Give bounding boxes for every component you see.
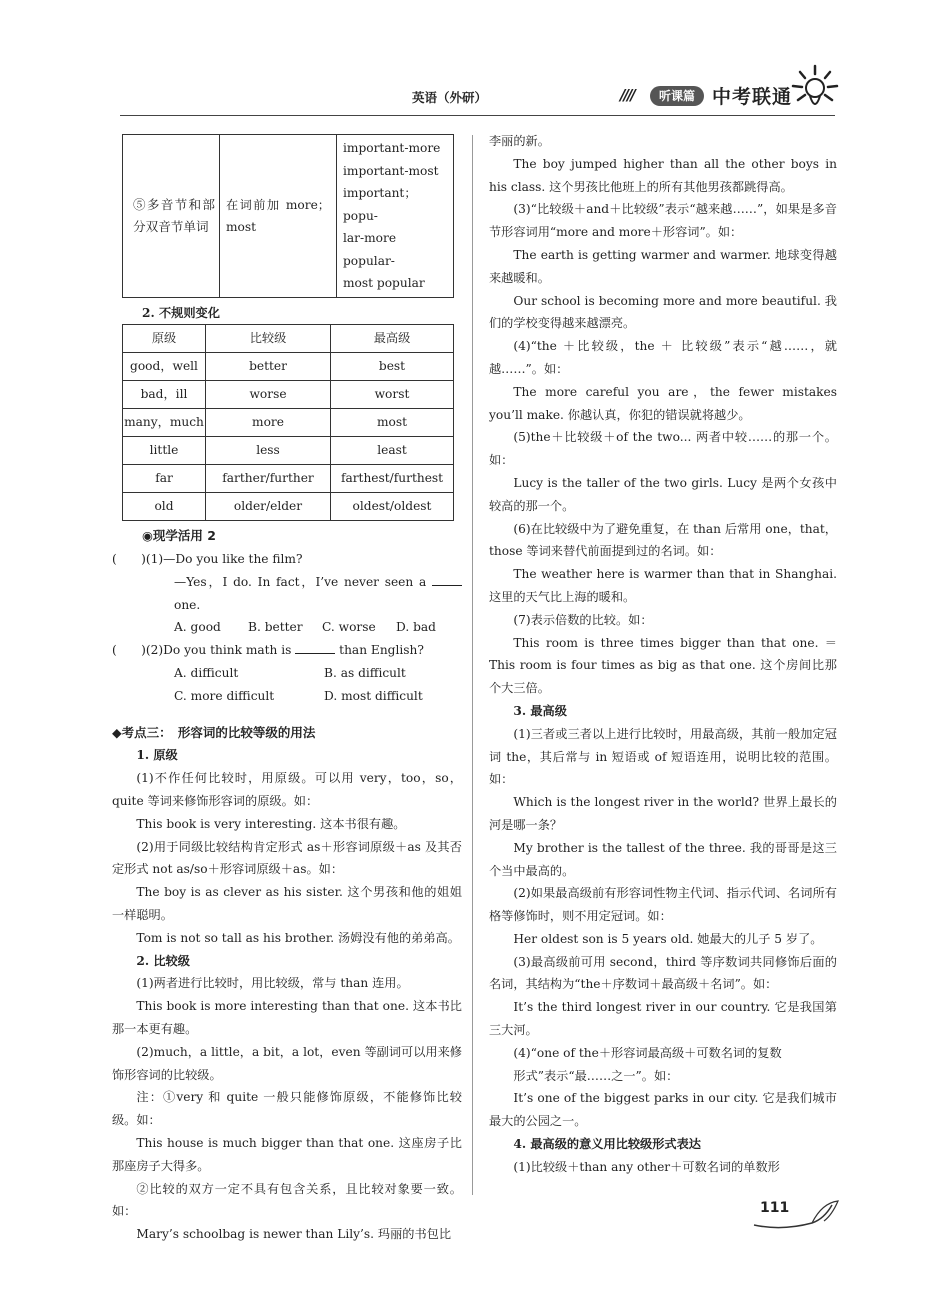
rule-table: [122, 134, 454, 298]
table-row: far farther/further farthest/furthest: [123, 465, 454, 493]
table-header-row: 原级 比较级 最高级: [123, 325, 454, 353]
page-number: 111: [760, 1200, 790, 1216]
table-row: little less least: [123, 437, 454, 465]
irregular-heading: 2. 不规则变化: [142, 305, 220, 320]
header-badge: 听课篇: [650, 86, 704, 106]
right-column: 李丽的新。 The boy jumped higher than all the other boys in his class. 这个男孩比他班上的所有其他男孩都跳得高。 (3)“比较级＋and＋比较级”表示“越来越……”，如果是多音节形容词用“more and more＋形容词”。如： The earth is getting warmer and warmer. 地球变得越来越暖和。 Our school is becoming more and more beautiful. 我们的学校变得越来越漂亮。 (4)“the ＋比较级，the ＋ 比较级”表示“越……，就越……”。如： The more careful you are，the fewer mistakes you’ll make. 你越认真，你犯的错误就将越少。 (5)the＋比较级＋of the two... 两者中较……的那一个。如： Lucy is the taller of the two girls. Lucy 是两个女孩中较高的那一个。 (6)在比较级中为了避免重复，在 than 后常用 one，that，those 等词来替代前面提到过的名词。如： The weather here is warmer than that in Shanghai. 这里的天气比上海的暖和。 (7)表示倍数的比较。如： This room is three times bigger than that one. ＝This room is four times as big as that one. 这个房间比那个大三倍。 3. 最高级 (1)三者或三者以上进行比较时，用最高级，其前一般加定冠词 the，其后常与 in 短语或 of 短语连用，说明比较的范围。如： Which is the longest river in the world? 世界上最长的河是哪一条？ My brother is the tallest of the three. 我的哥哥是这三个当中最高的。 (2)如果最高级前有形容词性物主代词、指示代词、名词所有格等修饰时，则不用定冠词。如： Her oldest son is 5 years old. 她最大的儿子 5 岁了。 (3)最高级前可用 second，third 等序数词共同修饰后面的名词，其结构为“the＋序数词＋最高级＋名词”。如： It’s the third longest river in our country. 它是我国第三大河。 (4)“one of the＋形容词最高级＋可数名词的复数 形式”表示“最……之一”。如： It’s one of the biggest parks in our city. 它是我们城市最大的公园之一。 4. 最高级的意义用比较级形式表达 (1)比较级＋than any other＋可数名词的单数形: [489, 134, 837, 1174]
answer-blank: [295, 653, 335, 654]
table-row: good，well better best: [123, 353, 454, 381]
example-cell: important-more important-most important； popu- lar-more popular- most popular: [337, 135, 454, 298]
section-heading: 4. 最高级的意义用比较级形式表达: [513, 1137, 701, 1152]
section-heading: 2. 比较级: [136, 953, 190, 968]
question-1: ( )(1)—Do you like the film?: [112, 552, 303, 567]
question-2: ( )(2)Do you think math is than English?: [112, 643, 424, 658]
table-row: many，much more most: [123, 409, 454, 437]
header-rule: [120, 115, 835, 116]
header-brand: 中考联通: [712, 86, 793, 108]
table-row: old older/elder oldest/oldest: [123, 493, 454, 521]
header-decoration: ////: [620, 86, 634, 104]
table-row: [123, 135, 454, 298]
category-cell: ⑤多音节和部分双音节单词: [123, 135, 220, 298]
answer-blank: [432, 585, 462, 586]
section-heading: 3. 最高级: [513, 703, 567, 718]
kaodian-heading: ◆考点三： 形容词的比较等级的用法: [112, 724, 316, 740]
header-subject: 英语（外研）: [412, 90, 488, 105]
q1-options: A. good B. better C. worse D. bad: [174, 620, 436, 635]
practice-heading: ◉现学活用 2: [142, 528, 216, 544]
section-heading: 1. 原级: [136, 748, 178, 763]
column-divider: [472, 135, 473, 1195]
sun-tree-logo-icon: [790, 62, 840, 117]
irregular-table: [122, 324, 454, 521]
table-row: bad，ill worse worst: [123, 381, 454, 409]
left-column: ⑤多音节和部分双音节单词 在词前加 more；most important-more important-most important； popu- lar-more popular- most popular 2. 不规则变化 原级 比较级 最高级 good，well better best bad，ill worse worst many，much more most little less least far farther/further farthest/furthest old older/elder oldest/oldest ◉现学活用 2 ( )(1)—Do you like the film? —Yes，I do. In fact，I’ve never seen a one. A. good B. better C. worse D. bad ( )(2)Do you think math is than English? A. difficult B. as difficult C. more difficult D. most difficult ◆考点三： 形容词的比较等级的用法 1. 原级 (1)不作任何比较时，用原级。可以用 very，too，so，quite 等词来修饰形容词的原级。如： This book is very interesting. 这本书很有趣。 (2)用于同级比较结构肯定形式 as＋形容词原级＋as 及其否定形式 not as/so＋形容词原级＋as。如： The boy is as clever as his sister. 这个男孩和他的姐姐一样聪明。 Tom is not so tall as his brother. 汤姆没有他的弟弟高。 2. 比较级 (1)两者进行比较时，用比较级，常与 than 连用。 This book is more interesting than that one. 这本书比那一本更有趣。 (2)much，a little，a bit，a lot，even 等副词可以用来修饰形容词的比较级。 注：①very 和 quite 一般只能修饰原级，不能修饰比较级。如： This house is much bigger than that one. 这座房子比那座房子大得多。 ②比较的双方一定不具有包含关系，且比较对象要一致。如： Mary’s schoolbag is newer than Lily’s. 玛丽的书包比: [112, 134, 462, 1246]
rule-cell: 在词前加 more；most: [220, 135, 337, 298]
